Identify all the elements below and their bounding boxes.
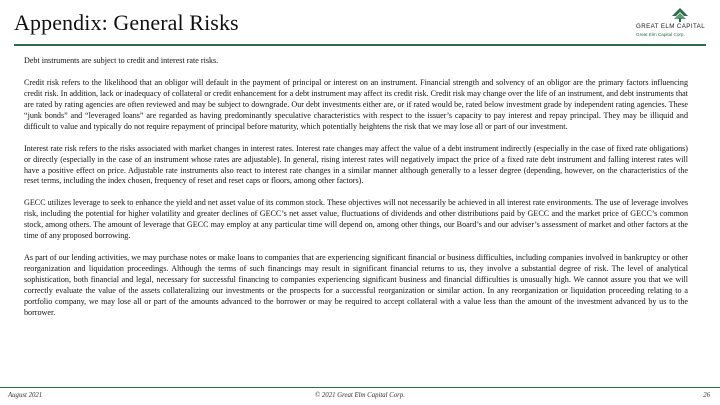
footer-divider: [0, 387, 720, 388]
company-logo: [632, 8, 712, 42]
paragraph-intro: Debt instruments are subject to credit and interest rate risks.: [24, 56, 219, 65]
paragraph-interest-rate-risk: Interest rate risk refers to the risks associated with market changes in interest rates. Interest rate changes may affect the value of a debt instrument indirectly (especially in the case of fixed rate obligations) or directly (especially in the case of an instrument whose rates are adjustable). In general, rising interest rates will negatively impact the price of a fixed rate debt instrument and falling interest rates will have a positive effect on price. Adjustable rate instruments also react to interest rate changes in a similar manner although generally to a lesser degree (depending, however, on the characteristics of the reset terms, including the index chosen, frequency of reset and reset caps or floors, among other factors).: [24, 143, 688, 186]
paragraph-distressed-lending-risk: As part of our lending activities, we may purchase notes or make loans to companies that are experiencing significant financial or business difficulties, including companies involved in bankruptcy or other reorganization and liquidation proceedings. Although the terms of such financings may result in significant financial returns to us, they involve a substantial degree of risk. The level of analytical sophistication, both financial and legal, necessary for successful financing to companies experiencing significant business and financial difficulties is unusually high. We cannot assure you that we will correctly evaluate the value of the assets collateralizing our investments or the prospects for a successful reorganization or similar action. In any reorganization or liquidation proceeding relating to a portfolio company, we may lose all or part of the amounts advanced to the borrower or may be required to accept collateral with a value less than the amount of the investment advanced by us to the borrower.: [24, 253, 688, 317]
paragraph-leverage-risk: GECC utilizes leverage to seek to enhance the yield and net asset value of its common stock. These objectives will not necessarily be achieved in all interest rate environments. The use of leverage involves risk, including the potential for higher volatility and greater declines of GECC’s net asset value, fluctuations of dividends and other distributions paid by GECC and the market price of GECC’s common stock, among others. The amount of leverage that GECC may employ at any particular time will depend on, among other things, our Board’s and our adviser’s assessment of market and other factors at the time of any proposed borrowing.: [24, 198, 688, 241]
logo-tagline: Great Elm Capital Corp.: [636, 32, 685, 37]
paragraph-credit-risk: Credit risk refers to the likelihood that an obligor will default in the payment of principal or interest on an instrument. Financial strength and solvency of an obligor are the primary factors influencing credit risk. In addition, lack or inadequacy of collateral or credit enhancement for a debt instrument may affect its credit risk. Credit risk may change over the life of an instrument, and debt instruments that are rated by rating agencies are often reviewed and may be subject to downgrade. Our debt investments either are, or if rated would be, rated below investment grade by independent rating agencies. These “junk bonds” and “leveraged loans” are regarded as having predominantly speculative characteristics with respect to the issuer’s capacity to pay interest and repay principal. They may be illiquid and difficult to value and typically do not require repayment of principal before maturity, which potentially heightens the risk that we may lose all or part of our investment.: [24, 77, 688, 131]
tree-icon: [672, 8, 688, 22]
footer-date: August 2021: [8, 392, 43, 399]
logo-brand-text: GREAT ELM CAPITAL: [636, 23, 706, 30]
page-number: 26: [703, 392, 710, 399]
page-title: Appendix: General Risks: [14, 10, 239, 35]
title-divider: [14, 44, 706, 46]
risk-disclosure-body: [24, 56, 688, 330]
footer-copyright: © 2021 Great Elm Capital Corp.: [315, 392, 405, 399]
